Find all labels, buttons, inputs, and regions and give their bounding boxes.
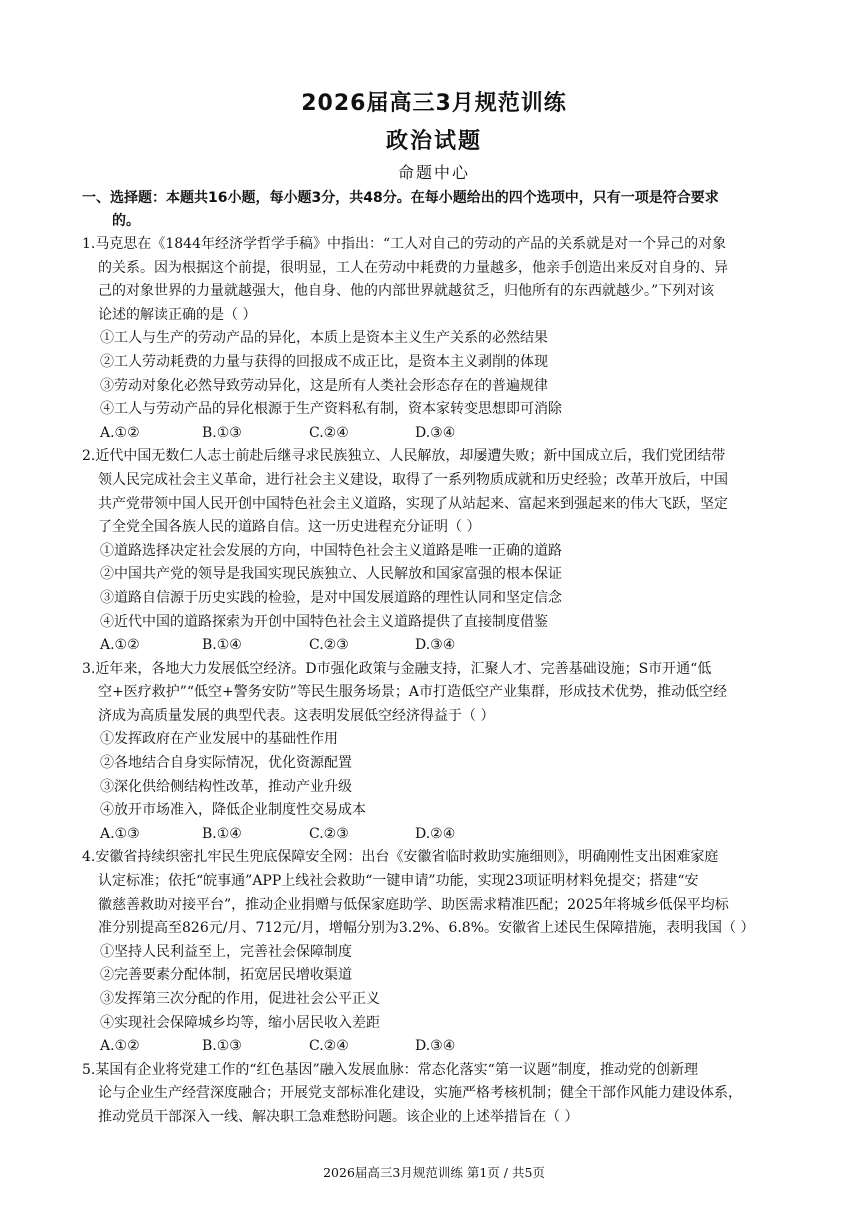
question-stem-line: 认定标准；依托“皖事通”APP上线社会救助“一键申请”功能，实现23项证明材料免提交；搭建“安 (98, 873, 699, 890)
statement-option: ①发挥政府在产业发展中的基础性作用 (100, 731, 338, 748)
question-stem-line: 的关系。因为根据这个前提，很明显，工人在劳动中耗费的力量越多，他亲手创造出来反对自身的、异 (98, 259, 728, 276)
question-2 (82, 445, 788, 657)
exam-title: 2026届高三3月规范训练 (301, 91, 567, 116)
question-list (82, 233, 788, 1130)
statement-option: ③深化供给侧结构性改革，推动产业升级 (100, 778, 352, 795)
statement-option: ②各地结合自身实际情况，优化资源配置 (100, 755, 352, 772)
question-stem-line: 空+医疗救护”“低空+警务安防”等民生服务场景；A市打造低空产业集群，形成技术优势，推动低空经 (98, 684, 728, 701)
question-stem-line: 己的对象世界的力量就越强大，他自身、他的内部世界就越贫乏，归他所有的东西就越少。”下列对该 (98, 283, 715, 300)
question-stem-line: 领人民完成社会主义革命，进行社会主义建设，取得了一系列物质成就和历史经验；改革开放后，中国 (98, 471, 728, 488)
choice-c: C.②③ (309, 825, 349, 842)
statement-option: ③发挥第三次分配的作用，促进社会公平正义 (100, 991, 380, 1007)
choice-b: B.①④ (202, 637, 242, 654)
question-stem-line: 论与企业生产经营深度融合；开展党支部标准化建设，实施严格考核机制；健全干部作风能力建设体系， (98, 1085, 742, 1102)
page-footer: 2026届高三3月规范训练 第1页 / 共5页 (323, 1165, 545, 1180)
question-stem-line: 共产党带领中国人民开创中国特色社会主义道路，实现了从站起来、富起来到强起来的伟大飞跃，坚定 (98, 495, 728, 512)
question-stem-line: 2.近代中国无数仁人志士前赴后继寻求民族独立、人民解放，却屡遭失败；新中国成立后，我们党团结带 (82, 448, 726, 465)
question-stem-line: 5.某国有企业将党建工作的“红色基因”融入发展血脉：常态化落实“第一议题”制度，推动党的创新理 (82, 1061, 698, 1078)
choice-b: B.①③ (202, 1038, 242, 1055)
answer-choices (82, 823, 788, 847)
choice-c: C.②④ (309, 1038, 349, 1055)
question-4 (82, 846, 788, 1058)
question-stem-line: 了全党全国各族人民的道路自信。这一历史进程充分证明（ ） (98, 519, 481, 536)
choice-d: D.②④ (415, 825, 456, 842)
statement-option: ③道路自信源于历史实践的检验，是对中国发展道路的理性认同和坚定信念 (100, 589, 562, 606)
question-stem-line: 3.近年来，各地大力发展低空经济。D市强化政策与金融支持，汇聚人才、完善基础设施；S市开通“低 (82, 660, 712, 677)
question-5 (82, 1059, 788, 1130)
statement-option: ①道路选择决定社会发展的方向，中国特色社会主义道路是唯一正确的道路 (100, 542, 562, 559)
question-stem-line: 论述的解读正确的是（ ） (98, 306, 257, 323)
choice-d: D.③④ (415, 424, 456, 441)
statement-option: ②中国共产党的领导是我国实现民族独立、人民解放和国家富强的根本保证 (100, 566, 562, 583)
choice-a: A.①② (100, 424, 140, 441)
answer-choices (82, 634, 788, 658)
answer-choices (82, 422, 788, 446)
statement-option: ③劳动对象化必然导致劳动异化，这是所有人类社会形态存在的普遍规律 (100, 377, 548, 394)
section-heading (82, 187, 790, 233)
question-stem-line: 徽慈善救助对接平台”，推动企业捐赠与低保家庭助学、助医需求精准匹配；2025年将城乡低保平均标 (98, 896, 729, 913)
choice-a: A.①② (100, 1038, 140, 1055)
statement-option: ④实现社会保障城乡均等，缩小居民收入差距 (100, 1014, 380, 1031)
statement-option: ④工人与劳动产品的异化根源于生产资料私有制，资本家转变思想即可消除 (100, 401, 562, 418)
exam-author: 命题中心 (397, 163, 470, 182)
section-heading-line: 的。 (112, 213, 140, 229)
statement-option: ④放开市场准入，降低企业制度性交易成本 (100, 802, 366, 819)
statement-option: ②完善要素分配体制，拓宽居民增收渠道 (100, 967, 352, 984)
choice-d: D.③④ (415, 1038, 456, 1055)
choice-b: B.①③ (202, 424, 242, 441)
question-3 (82, 658, 788, 847)
statement-option: ④近代中国的道路探索为开创中国特色社会主义道路提供了直接制度借鉴 (100, 613, 548, 630)
choice-c: C.②③ (309, 637, 349, 654)
choice-a: A.①③ (100, 825, 140, 842)
question-stem-line: 4.安徽省持续织密扎牢民生兜底保障安全网：出台《安徽省临时救助实施细则》，明确刚性支出困难家庭 (82, 849, 719, 866)
exam-subject: 政治试题 (385, 129, 482, 154)
statement-option: ①工人与生产的劳动产品的异化，本质上是资本主义生产关系的必然结果 (100, 330, 548, 347)
choice-d: D.③④ (415, 637, 456, 654)
question-stem-line: 推动党员干部深入一线、解决职工急难愁盼问题。该企业的上述举措旨在（ ） (98, 1108, 579, 1125)
choice-c: C.②④ (309, 424, 349, 441)
question-1 (82, 233, 788, 445)
section-heading-line: 一、选择题：本题共16小题，每小题3分，共48分。在每小题给出的四个选项中，只有一项是符合要求 (82, 190, 719, 206)
statement-option: ②工人劳动耗费的力量与获得的回报成不成正比，是资本主义剥削的体现 (100, 353, 548, 370)
question-stem-line: 济成为高质量发展的典型代表。这表明发展低空经济得益于（ ） (98, 707, 495, 724)
question-stem-line: 1.马克思在《1844年经济学哲学手稿》中指出：“工人对自己的劳动的产品的关系就是对一个异己的对象 (82, 236, 727, 252)
choice-b: B.①④ (202, 825, 242, 842)
question-stem-line: 准分别提高至826元/月、712元/月，增幅分别为3.2%、6.8%。安徽省上述民生保障措施，表明我国（ ） (98, 920, 755, 937)
statement-option: ①坚持人民利益至上，完善社会保障制度 (100, 943, 352, 960)
choice-a: A.①② (100, 637, 140, 654)
answer-choices (82, 1035, 788, 1059)
